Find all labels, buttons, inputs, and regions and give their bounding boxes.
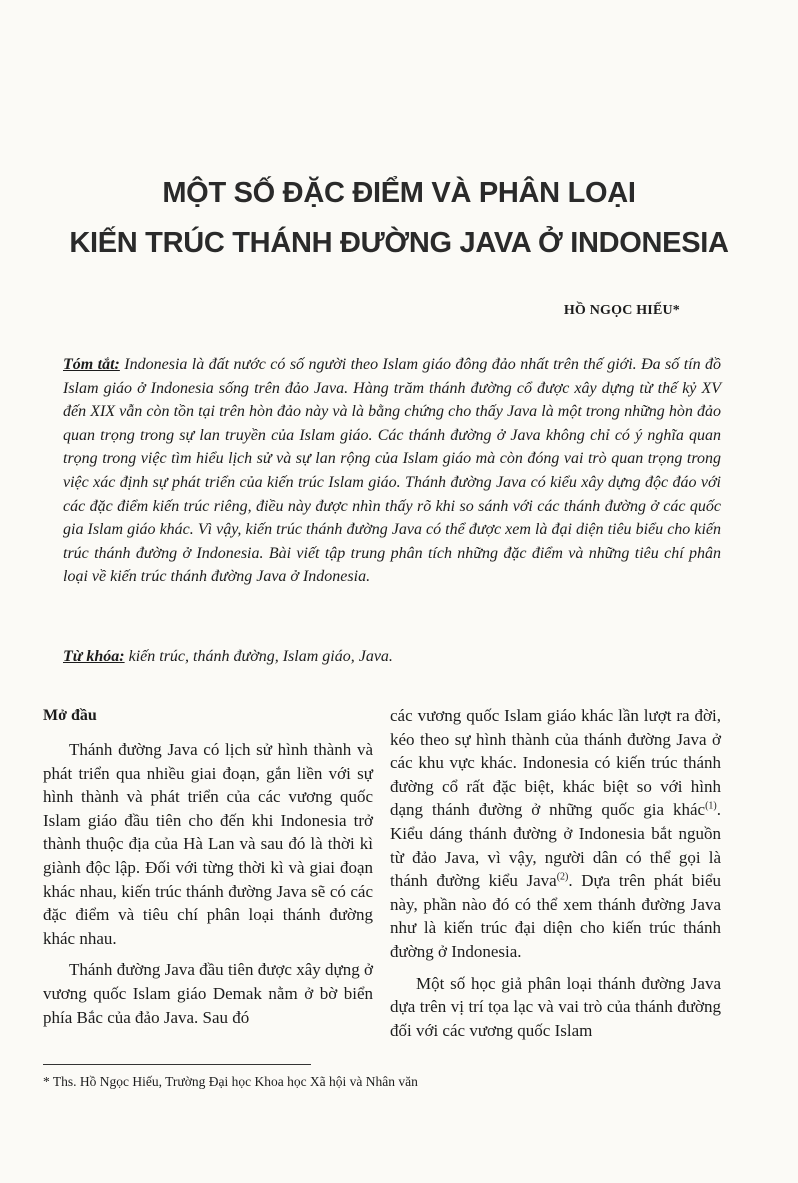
right-p1-part-a: các vương quốc Islam giáo khác lần lượt ra đời, kéo theo sự hình thành của thánh đường Java ở các khu vực khác. Indonesia có kiến trúc thánh đường cổ rất đặc biệt, khác biệt so với hình dạng thánh đường ở những quốc gia khác: [390, 706, 721, 820]
left-paragraph-1: Thánh đường Java có lịch sử hình thành và phát triển qua nhiều giai đoạn, gắn liền với sự hình thành và phát triển của các vương quốc Islam giáo đầu tiên cho đến khi Indonesia trở thành thuộc địa của Hà Lan và sau đó là thời kì giành độc lập. Đối với từng thời kì và giai đoạn khác nhau, kiến trúc thánh đường Java sẽ có các đặc điểm và tiêu chí phân loại thánh đường khác nhau.: [43, 740, 373, 948]
article-title: [40, 168, 758, 268]
reference-1: (1): [705, 800, 717, 812]
left-paragraph-2: Thánh đường Java đầu tiên được xây dựng ở vương quốc Islam giáo Demak nằm ở bờ biển phía Bắc của đảo Java. Sau đó: [43, 960, 373, 1027]
right-p1-part-c: . Dựa trên phát biểu này, phần nào đó có thể xem thánh đường Java như là kiến trúc đại diện cho kiến trúc thánh đường ở Indonesia.: [390, 871, 721, 961]
author-name: HỒ NGỌC HIẾU*: [563, 303, 680, 318]
right-paragraph-1: [390, 704, 721, 964]
keywords-label: Từ khóa:: [63, 648, 125, 665]
title-line-1: MỘT SỐ ĐẶC ĐIỂM VÀ PHÂN LOẠI: [162, 177, 636, 209]
footnote-rule: [43, 1064, 311, 1065]
section-heading: Mở đầu: [43, 707, 97, 724]
title-line-2: KIẾN TRÚC THÁNH ĐƯỜNG JAVA Ở INDONESIA: [69, 227, 729, 259]
footnote: * Ths. Hồ Ngọc Hiếu, Trường Đại học Khoa học Xã hội và Nhân văn: [43, 1074, 418, 1089]
keywords: [63, 645, 721, 669]
right-column: [390, 704, 721, 1042]
abstract-label: Tóm tắt:: [63, 356, 120, 373]
reference-2: (2): [556, 871, 569, 883]
keywords-text: kiến trúc, thánh đường, Islam giáo, Java.: [128, 648, 393, 665]
right-p1-part-b: . Kiểu dáng thánh đường ở Indonesia bắt nguồn từ đảo Java, vì vậy, người dân có thể gọi là thánh đường kiểu Java: [390, 800, 721, 891]
right-paragraph-2: Một số học giả phân loại thánh đường Java dựa trên vị trí tọa lạc và vai trò của thánh đường đối với các vương quốc Islam: [390, 973, 721, 1040]
abstract-text: Indonesia là đất nước có số người theo Islam giáo đông đảo nhất trên thế giới. Đa số tín đồ Islam giáo ở Indonesia sống trên đảo Java. Hàng trăm thánh đường cổ được xây dựng từ thế kỷ XV đến XIX vẫn còn tồn tại trên hòn đảo này và là bằng chứng cho thấy Java là một trong những hòn đảo quan trọng trong sự lan truyền của Islam giáo. Các thánh đường ở Java không chỉ có ý nghĩa quan trọng trong việc tìm hiểu lịch sử và sự lan rộng của Islam giáo mà còn đóng vai trò quan trọng trong việc xác định sự phát triển của kiến trúc Islam giáo. Thánh đường Java có kiểu xây dựng độc đáo với các đặc điểm kiến trúc riêng, điều này được nhìn thấy rõ khi so sánh với các thánh đường ở các quốc gia Islam giáo khác. Vì vậy, kiến trúc thánh đường Java có thể được xem là đại diện tiêu biểu cho kiến trúc thánh đường ở Indonesia. Bài viết tập trung phân tích những đặc điểm và những tiêu chí phân loại về kiến trúc thánh đường Java ở Indonesia.: [63, 356, 722, 586]
left-column: [43, 704, 373, 1029]
abstract: [63, 353, 721, 589]
